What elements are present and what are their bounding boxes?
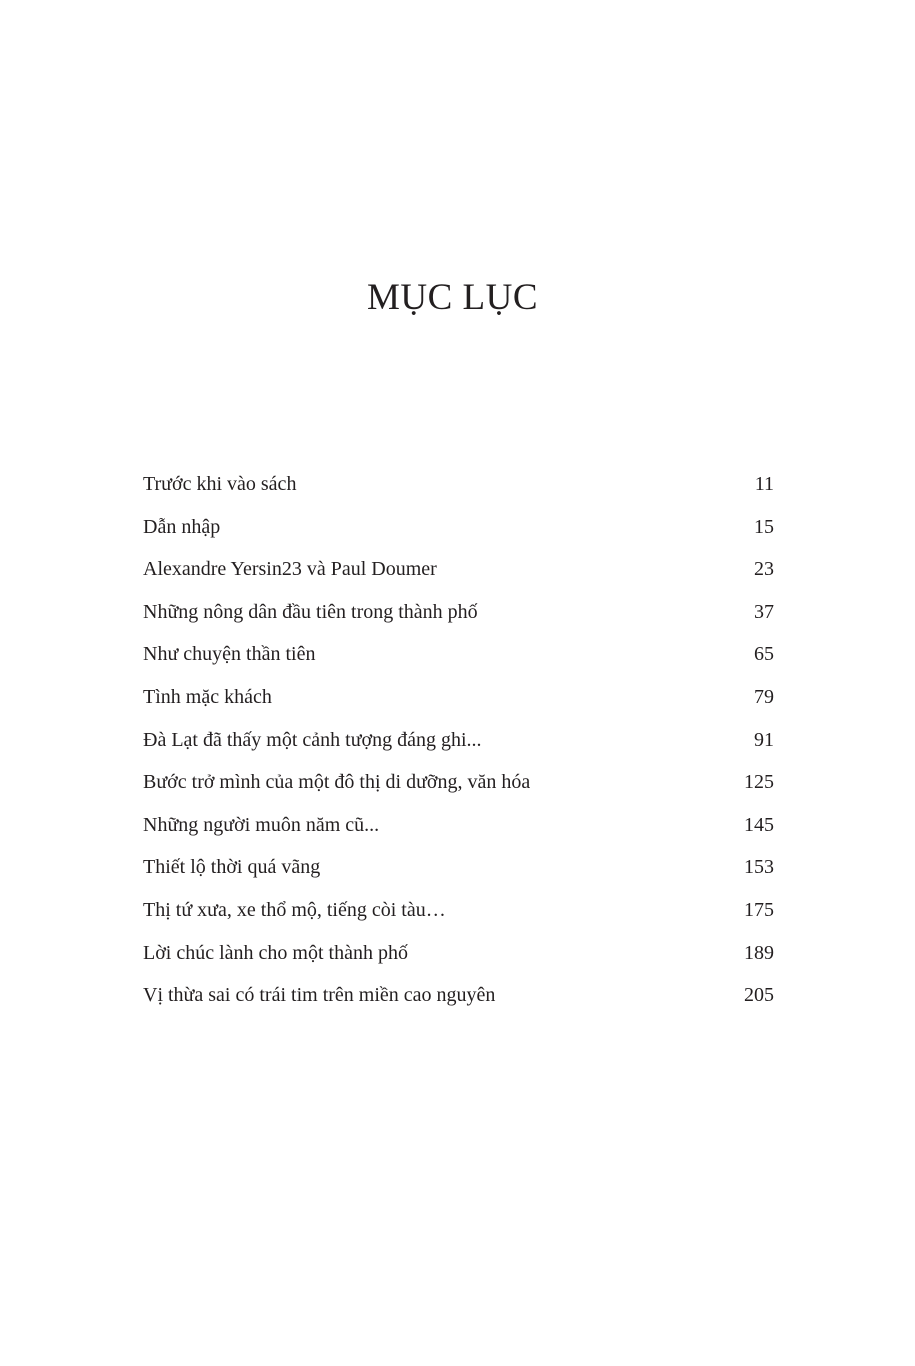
toc-entry: [143, 846, 774, 889]
toc-entry: [143, 932, 774, 975]
toc-entry-page: 37: [754, 600, 774, 623]
toc-entry-title: Thị tứ xưa, xe thổ mộ, tiếng còi tàu…: [143, 898, 446, 921]
toc-entry-title: Đà Lạt đã thấy một cảnh tượng đáng ghi...: [143, 728, 482, 751]
toc-entry: [143, 633, 774, 676]
toc-entry: [143, 761, 774, 804]
toc-entry: [143, 889, 774, 932]
page-title: MỤC LỤC: [366, 277, 539, 318]
toc-entry-title: Tình mặc khách: [143, 685, 272, 708]
toc-entry-page: 11: [754, 473, 774, 495]
toc-entry-page: 175: [744, 898, 774, 921]
toc-entry-page: 205: [744, 984, 774, 1007]
toc-entry-title: Những người muôn năm cũ...: [143, 813, 380, 836]
toc-entry-title: Lời chúc lành cho một thành phố: [143, 941, 408, 964]
toc-entry-page: 91: [754, 728, 774, 751]
toc-entry-title: Trước khi vào sách: [143, 473, 297, 495]
toc-entry: [143, 591, 774, 634]
toc-entry: [143, 974, 774, 1017]
toc-entry-page: 23: [754, 558, 774, 581]
toc-entry-title: Alexandre Yersin23 và Paul Doumer: [143, 558, 437, 581]
toc-entry-page: 79: [754, 685, 774, 708]
toc-entry-page: 65: [754, 643, 774, 666]
toc-entry-title: Như chuyện thần tiên: [143, 643, 316, 666]
toc-entry-page: 15: [754, 515, 774, 538]
toc-entry: [143, 719, 774, 762]
toc-entry-page: 153: [744, 856, 774, 879]
toc-entry-page: 145: [744, 813, 774, 836]
toc-entry: [143, 676, 774, 719]
toc-entry-title: Bước trở mình của một đô thị di dưỡng, văn hóa: [143, 771, 531, 794]
toc-entry: [143, 804, 774, 847]
toc-entry-title: Dẫn nhập: [143, 515, 221, 538]
toc-entry-page: 189: [744, 941, 774, 964]
toc-entry-title: Những nông dân đầu tiên trong thành phố: [143, 600, 478, 623]
toc-entry: [143, 548, 774, 591]
toc-entry-title: Thiết lộ thời quá vãng: [143, 856, 321, 879]
toc-entry: [143, 506, 774, 549]
toc-entry-page: 125: [744, 771, 774, 794]
toc-entry-title: Vị thừa sai có trái tim trên miền cao nguyên: [143, 984, 496, 1007]
table-of-contents: [143, 463, 774, 1017]
toc-entry: [143, 463, 774, 506]
